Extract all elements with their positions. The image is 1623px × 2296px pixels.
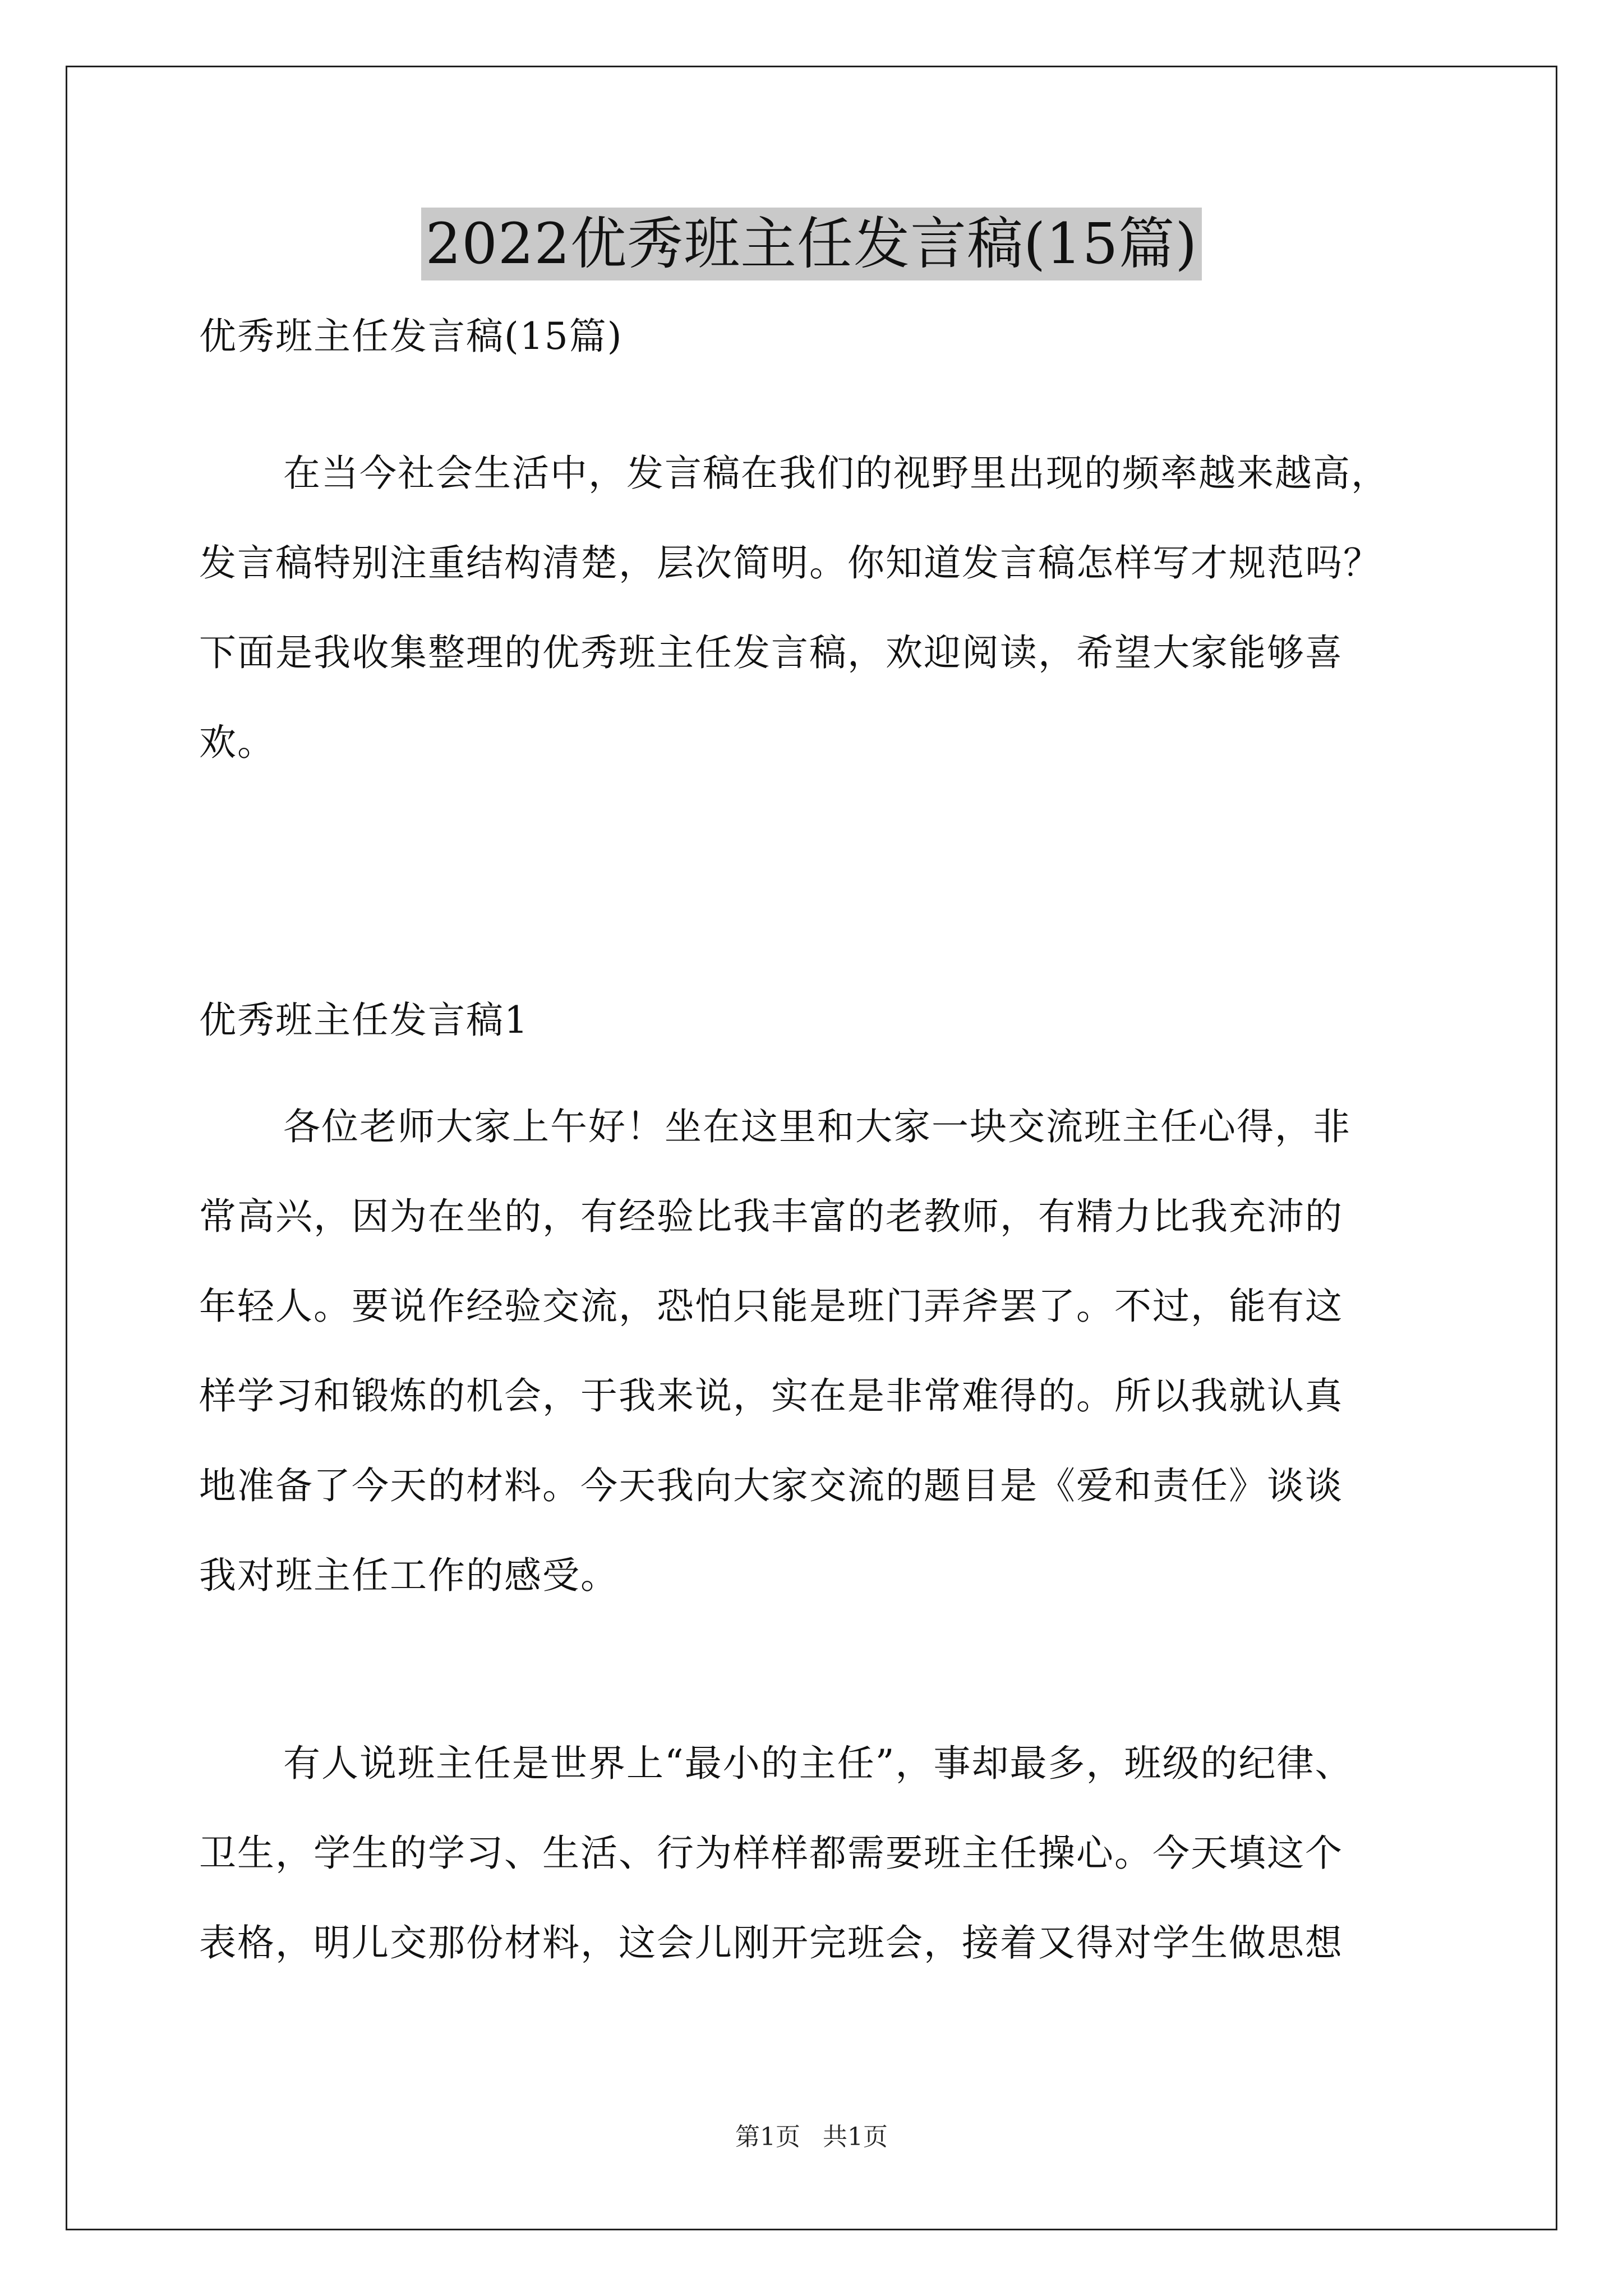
document-subtitle: 优秀班主任发言稿(15篇) <box>199 315 623 358</box>
paragraph-line: 地准备了今天的材料。今天我向大家交流的题目是《爱和责任》谈谈 <box>199 1464 1343 1507</box>
paragraph-line: 欢。 <box>199 721 275 764</box>
document-title: 2022优秀班主任发言稿(15篇) <box>421 208 1202 280</box>
paragraph-line: 有人说班主任是世界上“最小的主任”，事却最多，班级的纪律、 <box>283 1742 1353 1785</box>
paragraph-line: 下面是我收集整理的优秀班主任发言稿，欢迎阅读，希望大家能够喜 <box>199 631 1343 674</box>
title-container <box>0 208 1623 280</box>
paragraph-line: 卫生，学生的学习、生活、行为样样都需要班主任操心。今天填这个 <box>199 1832 1343 1875</box>
section-heading: 优秀班主任发言稿1 <box>199 999 529 1042</box>
page-number: 第1页 <box>735 2123 800 2151</box>
paragraph-line: 发言稿特别注重结构清楚，层次简明。你知道发言稿怎样写才规范吗？ <box>199 541 1381 585</box>
paragraph-line: 样学习和锻炼的机会，于我来说，实在是非常难得的。所以我就认真 <box>199 1374 1343 1418</box>
section1-paragraph-2 <box>199 1739 1450 2008</box>
section1-paragraph-1 <box>199 1102 1450 1641</box>
paragraph-line: 常高兴，因为在坐的，有经验比我丰富的老教师，有精力比我充沛的 <box>199 1195 1343 1238</box>
paragraph-line: 在当今社会生活中，发言稿在我们的视野里出现的频率越来越高， <box>283 452 1389 495</box>
paragraph-line: 各位老师大家上午好！坐在这里和大家一块交流班主任心得，非 <box>283 1105 1351 1148</box>
paragraph-line: 年轻人。要说作经验交流，恐怕只能是班门弄斧罢了。不过，能有这 <box>199 1285 1343 1328</box>
intro-paragraph <box>199 449 1450 808</box>
page-footer <box>0 2122 1623 2153</box>
paragraph-line: 表格，明儿交那份材料，这会儿刚开完班会，接着又得对学生做思想 <box>199 1921 1343 1964</box>
paragraph-line: 我对班主任工作的感受。 <box>199 1554 619 1597</box>
page-total: 共1页 <box>823 2123 888 2151</box>
